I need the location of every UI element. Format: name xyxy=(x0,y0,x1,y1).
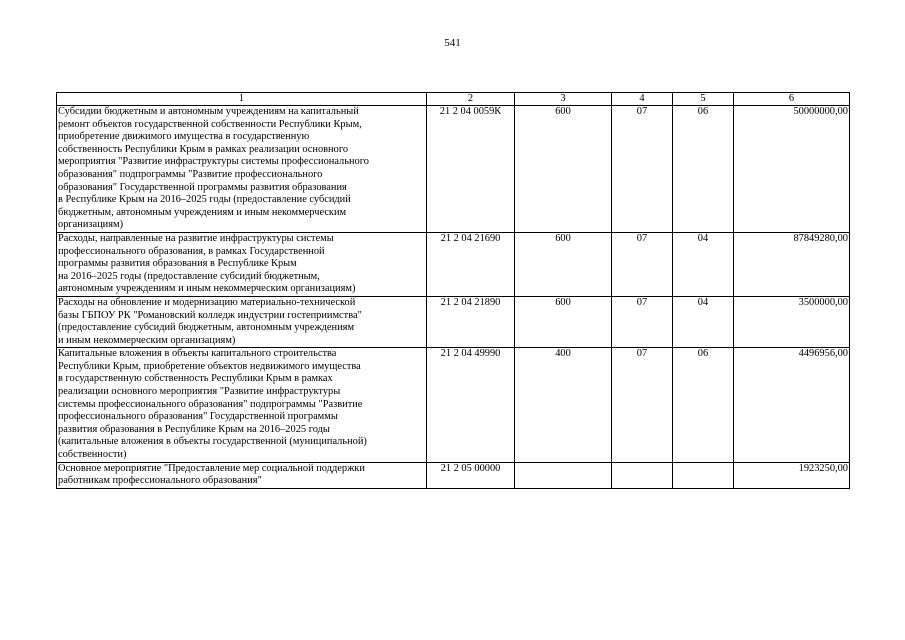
row-amount: 3500000,00 xyxy=(734,296,850,347)
row-code: 21 2 04 21690 xyxy=(427,232,515,296)
row-col-3: 600 xyxy=(515,106,612,233)
table-row xyxy=(57,296,850,347)
row-amount: 87849280,00 xyxy=(734,232,850,296)
row-name: Капитальные вложения в объекты капитального строительства Республики Крым, приобретение объектов недвижимого имущества в государственную собственность Республики Крым в рамках реализации основного мероприятия "Развитие инфраструктуры системы профессионального образования" подпрограммы "Развитие профессионального образования" Государственной программы развития образования в Республике Крым на 2016–2025 годы (капитальные вложения в объекты государственной (муниципальной) собственности) xyxy=(57,348,427,462)
row-col-4: 07 xyxy=(612,232,673,296)
row-col-3: 600 xyxy=(515,232,612,296)
row-code: 21 2 04 21890 xyxy=(427,296,515,347)
header-col-4: 4 xyxy=(612,93,673,106)
budget-table xyxy=(56,92,850,489)
row-code: 21 2 04 49990 xyxy=(427,348,515,462)
row-name: Расходы на обновление и модернизацию материально-технической базы ГБПОУ РК "Романовский колледж индустрии гостеприимства" (предоставление субсидий бюджетным, автономным учреждениям и иным некоммерческим организациям) xyxy=(57,296,427,347)
row-col-3: 600 xyxy=(515,296,612,347)
row-col-4: 07 xyxy=(612,296,673,347)
header-col-6: 6 xyxy=(734,93,850,106)
header-col-1: 1 xyxy=(57,93,427,106)
table-row xyxy=(57,106,850,233)
row-col-3 xyxy=(515,462,612,488)
row-col-5: 06 xyxy=(673,106,734,233)
row-col-5: 04 xyxy=(673,296,734,347)
page-number: 541 xyxy=(444,37,461,49)
row-name: Основное мероприятие "Предоставление мер социальной поддержки работникам профессионального образования" xyxy=(57,462,427,488)
row-amount: 50000000,00 xyxy=(734,106,850,233)
row-col-5: 04 xyxy=(673,232,734,296)
table-row xyxy=(57,348,850,462)
header-col-5: 5 xyxy=(673,93,734,106)
row-col-4: 07 xyxy=(612,106,673,233)
row-code: 21 2 04 0059К xyxy=(427,106,515,233)
row-amount: 4496956,00 xyxy=(734,348,850,462)
row-name: Субсидии бюджетным и автономным учреждениям на капитальный ремонт объектов государственной собственности Республики Крым, приобретение движимого имущества в государственную собственность Республики Крым в рамках реализации основного мероприятия "Развитие инфраструктуры системы профессионального образования" подпрограммы "Развитие профессионального образования" Государственной программы развития образования в Республике Крым на 2016–2025 годы (предоставление субсидий бюджетным, автономным учреждениям и иным некоммерческим организациям) xyxy=(57,106,427,233)
row-name: Расходы, направленные на развитие инфраструктуры системы профессионального образования, в рамках Государственной программы развития образования в Республике Крым на 2016–2025 годы (предоставление субсидий бюджетным, автономным учреждениям и иным некоммерческим организациям) xyxy=(57,232,427,296)
row-col-5 xyxy=(673,462,734,488)
header-row xyxy=(57,93,850,106)
row-col-3: 400 xyxy=(515,348,612,462)
row-code: 21 2 05 00000 xyxy=(427,462,515,488)
table-row xyxy=(57,232,850,296)
header-col-3: 3 xyxy=(515,93,612,106)
row-col-5: 06 xyxy=(673,348,734,462)
row-col-4 xyxy=(612,462,673,488)
row-col-4: 07 xyxy=(612,348,673,462)
row-amount: 1923250,00 xyxy=(734,462,850,488)
table-row xyxy=(57,462,850,488)
header-col-2: 2 xyxy=(427,93,515,106)
